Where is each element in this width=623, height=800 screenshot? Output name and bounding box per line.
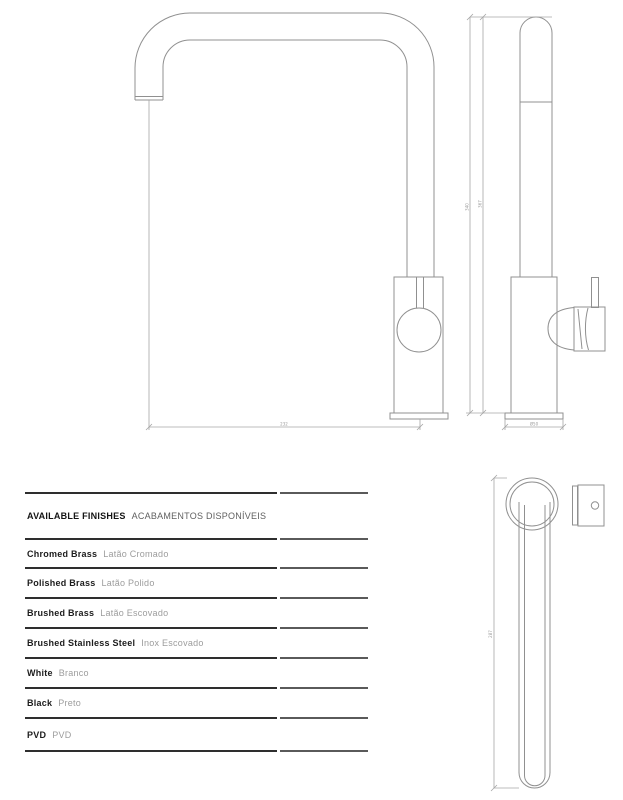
finish-name-pt: Latão Polido xyxy=(101,578,155,588)
table-rule xyxy=(25,687,368,689)
finishes-table-header xyxy=(25,494,368,538)
finish-name-pt: Branco xyxy=(58,668,89,678)
spout-column xyxy=(520,17,552,277)
table-rule xyxy=(25,567,368,569)
faucet-body-side xyxy=(511,277,557,413)
finish-row-brushed-stainless-steel xyxy=(25,629,368,657)
finish-name-en: PVD xyxy=(27,729,47,740)
handle-collar xyxy=(548,308,574,351)
height-dimension-lines xyxy=(470,17,483,413)
side-height-inner-label: 340 xyxy=(464,203,470,211)
finish-row-polished-brass xyxy=(25,569,368,597)
side-view-dimensions xyxy=(466,14,566,430)
dimension-extension-lines xyxy=(149,100,420,430)
finish-row-pvd xyxy=(25,719,368,750)
finish-name-en: Chromed Brass xyxy=(27,548,98,559)
finish-name-en: Brushed Stainless Steel xyxy=(27,638,136,648)
body-top-inner xyxy=(510,482,554,526)
top-view-drawing xyxy=(506,478,604,788)
spout-outline xyxy=(135,13,434,277)
finish-name-en: Black xyxy=(27,698,53,708)
table-rule xyxy=(25,717,368,719)
finish-name-pt: Latão Escovado xyxy=(100,608,169,618)
front-view-dimensions xyxy=(146,100,423,430)
finish-row-black xyxy=(25,689,368,717)
finish-name-en: Brushed Brass xyxy=(27,608,95,618)
table-rule xyxy=(25,627,368,629)
finish-row-chromed-brass xyxy=(25,540,368,567)
top-length-dimension-label: 287 xyxy=(488,630,493,638)
finish-name-pt: Preto xyxy=(58,698,82,708)
dimension-extension-lines xyxy=(466,17,552,413)
table-rule xyxy=(25,538,368,540)
handle-rod xyxy=(592,278,599,308)
finishes-title-en: AVAILABLE FINISHES xyxy=(27,511,126,521)
top-view-dimensions xyxy=(491,475,519,791)
finishes-table xyxy=(25,492,368,752)
front-width-dimension-label: 232 xyxy=(280,421,288,427)
table-rule xyxy=(25,750,368,752)
spout-outlet xyxy=(135,97,163,101)
spout-top-inner xyxy=(525,505,546,786)
table-rule xyxy=(25,597,368,599)
spout-inner-outline xyxy=(163,40,407,277)
finish-name-pt: Inox Escovado xyxy=(141,638,204,648)
side-view-drawing xyxy=(505,17,605,419)
table-rule xyxy=(25,657,368,659)
side-height-outer-label: 367 xyxy=(477,200,483,208)
handle-pin xyxy=(591,502,598,509)
finish-name-en: Polished Brass xyxy=(27,578,96,588)
finish-row-white xyxy=(25,659,368,687)
side-base-dimension-label: Ø50 xyxy=(529,421,539,427)
handle-connector-top xyxy=(573,486,578,525)
cartridge-channel xyxy=(417,277,424,309)
finish-name-pt: Latão Cromado xyxy=(103,548,169,559)
finish-name-pt: PVD xyxy=(52,729,72,740)
finish-name-en: White xyxy=(27,668,53,678)
base-flange-side xyxy=(505,413,563,419)
base-flange xyxy=(390,413,448,419)
finishes-title-pt: ACABAMENTOS DISPONÍVEIS xyxy=(131,511,267,521)
finish-row-brushed-brass xyxy=(25,599,368,627)
body-ring xyxy=(397,308,441,352)
handle-seam xyxy=(578,308,589,350)
table-rule xyxy=(25,492,368,494)
front-view-drawing xyxy=(135,13,448,419)
